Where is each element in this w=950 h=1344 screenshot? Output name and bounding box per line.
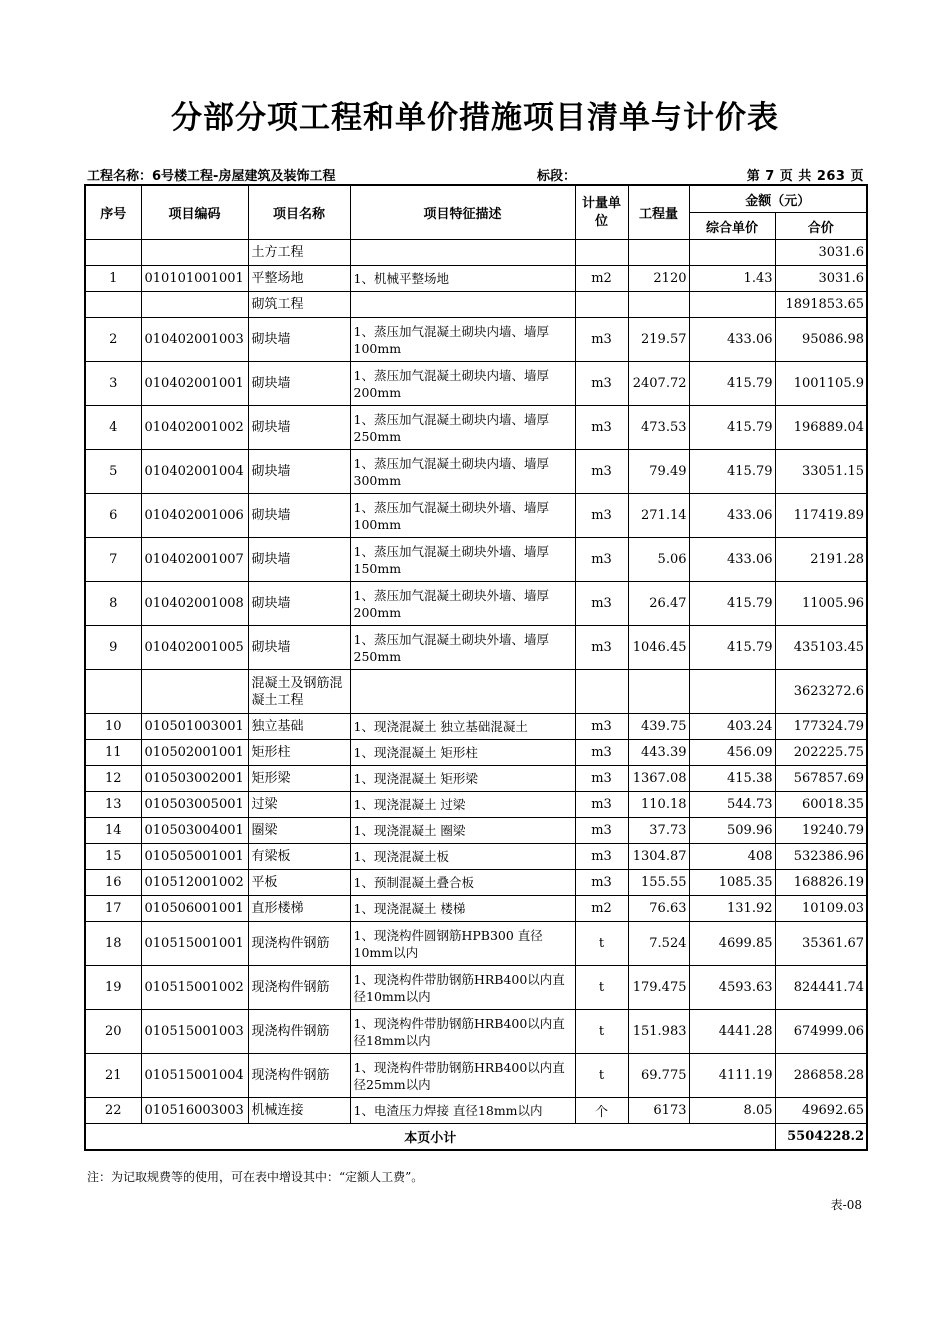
row-no: 3 — [85, 362, 141, 406]
table-row — [85, 818, 867, 844]
row-unit: m3 — [575, 740, 628, 766]
row-total: 3623272.6 — [775, 670, 867, 714]
row-code: 010402001007 — [141, 538, 248, 582]
row-code: 010515001002 — [141, 966, 248, 1010]
row-name: 圈梁 — [248, 818, 350, 844]
row-name: 独立基础 — [248, 714, 350, 740]
row-name: 土方工程 — [248, 240, 350, 266]
row-unit: m3 — [575, 538, 628, 582]
table-row — [85, 494, 867, 538]
row-total: 117419.89 — [775, 494, 867, 538]
bill-table — [84, 184, 868, 1151]
row-unit-price: 433.06 — [689, 318, 775, 362]
row-total: 1891853.65 — [775, 292, 867, 318]
section-label: 标段： — [537, 169, 577, 184]
row-desc: 1、蒸压加气混凝土砌块外墙、墙厚100mm — [350, 494, 575, 538]
row-desc: 1、蒸压加气混凝土砌块外墙、墙厚250mm — [350, 626, 575, 670]
row-unit: 个 — [575, 1098, 628, 1124]
row-qty: 1367.08 — [628, 766, 689, 792]
col-header-unit-price: 综合单价 — [689, 213, 775, 240]
row-total: 35361.67 — [775, 922, 867, 966]
table-row — [85, 266, 867, 292]
row-unit-price: 415.79 — [689, 362, 775, 406]
row-qty: 76.63 — [628, 896, 689, 922]
row-desc: 1、现浇混凝土 独立基础混凝土 — [350, 714, 575, 740]
table-row — [85, 1098, 867, 1124]
row-unit: m3 — [575, 766, 628, 792]
row-code: 010402001006 — [141, 494, 248, 538]
row-name: 直形楼梯 — [248, 896, 350, 922]
row-qty: 151.983 — [628, 1010, 689, 1054]
row-qty — [628, 670, 689, 714]
row-code: 010503002001 — [141, 766, 248, 792]
row-total: 196889.04 — [775, 406, 867, 450]
row-total: 95086.98 — [775, 318, 867, 362]
row-qty: 1046.45 — [628, 626, 689, 670]
row-total: 10109.03 — [775, 896, 867, 922]
row-code: 010503004001 — [141, 818, 248, 844]
row-no: 13 — [85, 792, 141, 818]
row-code: 010101001001 — [141, 266, 248, 292]
row-total: 202225.75 — [775, 740, 867, 766]
row-desc: 1、现浇混凝土板 — [350, 844, 575, 870]
row-unit: m3 — [575, 406, 628, 450]
row-code: 010402001004 — [141, 450, 248, 494]
row-desc — [350, 240, 575, 266]
row-total: 11005.96 — [775, 582, 867, 626]
section-row — [85, 292, 867, 318]
row-unit: t — [575, 1010, 628, 1054]
row-name: 混凝土及钢筋混凝土工程 — [248, 670, 350, 714]
row-total: 3031.6 — [775, 240, 867, 266]
row-code — [141, 670, 248, 714]
row-unit-price: 415.79 — [689, 582, 775, 626]
row-unit-price: 433.06 — [689, 494, 775, 538]
table-row — [85, 406, 867, 450]
row-unit-price: 4699.85 — [689, 922, 775, 966]
row-no: 8 — [85, 582, 141, 626]
row-unit-price: 408 — [689, 844, 775, 870]
row-code: 010501003001 — [141, 714, 248, 740]
row-unit — [575, 670, 628, 714]
row-no: 20 — [85, 1010, 141, 1054]
row-qty — [628, 240, 689, 266]
table-row — [85, 362, 867, 406]
row-qty: 5.06 — [628, 538, 689, 582]
row-unit-price: 131.92 — [689, 896, 775, 922]
row-total: 567857.69 — [775, 766, 867, 792]
row-qty: 271.14 — [628, 494, 689, 538]
col-header-amount: 金额（元） — [689, 185, 867, 213]
row-total: 3031.6 — [775, 266, 867, 292]
row-qty: 439.75 — [628, 714, 689, 740]
row-unit-price: 8.05 — [689, 1098, 775, 1124]
row-total: 1001105.9 — [775, 362, 867, 406]
row-total: 49692.65 — [775, 1098, 867, 1124]
row-unit — [575, 240, 628, 266]
col-header-desc: 项目特征描述 — [350, 185, 575, 240]
row-name: 砌块墙 — [248, 318, 350, 362]
project-name: 工程名称：6号楼工程-房屋建筑及装饰工程 — [87, 169, 336, 184]
row-unit-price — [689, 292, 775, 318]
row-qty: 2407.72 — [628, 362, 689, 406]
row-unit: m3 — [575, 582, 628, 626]
row-total: 286858.28 — [775, 1054, 867, 1098]
row-qty: 37.73 — [628, 818, 689, 844]
row-desc: 1、现浇混凝土 矩形梁 — [350, 766, 575, 792]
row-qty — [628, 292, 689, 318]
row-code: 010515001001 — [141, 922, 248, 966]
row-no: 17 — [85, 896, 141, 922]
row-unit: m3 — [575, 362, 628, 406]
table-row — [85, 626, 867, 670]
row-qty: 1304.87 — [628, 844, 689, 870]
row-unit: m3 — [575, 450, 628, 494]
row-desc: 1、预制混凝土叠合板 — [350, 870, 575, 896]
subtotal-label: 本页小计 — [85, 1124, 775, 1150]
row-no: 11 — [85, 740, 141, 766]
row-qty: 6173 — [628, 1098, 689, 1124]
row-name: 现浇构件钢筋 — [248, 922, 350, 966]
row-unit: m3 — [575, 792, 628, 818]
row-no: 2 — [85, 318, 141, 362]
row-name: 现浇构件钢筋 — [248, 966, 350, 1010]
row-unit: m2 — [575, 896, 628, 922]
row-name: 有梁板 — [248, 844, 350, 870]
row-code: 010402001002 — [141, 406, 248, 450]
row-total: 674999.06 — [775, 1010, 867, 1054]
table-row — [85, 896, 867, 922]
row-unit-price: 4593.63 — [689, 966, 775, 1010]
row-no: 10 — [85, 714, 141, 740]
row-unit: m3 — [575, 714, 628, 740]
table-row — [85, 714, 867, 740]
row-desc: 1、现浇混凝土 矩形柱 — [350, 740, 575, 766]
row-code: 010516003003 — [141, 1098, 248, 1124]
row-unit: m3 — [575, 626, 628, 670]
footnote: 注：为记取规费等的使用，可在表中增设其中：“定额人工费”。 — [87, 1170, 424, 1184]
row-unit: m3 — [575, 870, 628, 896]
row-desc: 1、现浇构件圆钢筋HPB300 直径10mm以内 — [350, 922, 575, 966]
row-no — [85, 292, 141, 318]
row-qty: 179.475 — [628, 966, 689, 1010]
row-unit: t — [575, 966, 628, 1010]
row-name: 矩形梁 — [248, 766, 350, 792]
row-no: 1 — [85, 266, 141, 292]
col-header-code: 项目编码 — [141, 185, 248, 240]
col-header-no: 序号 — [85, 185, 141, 240]
row-name: 砌块墙 — [248, 538, 350, 582]
row-desc: 1、蒸压加气混凝土砌块外墙、墙厚200mm — [350, 582, 575, 626]
table-row — [85, 318, 867, 362]
row-unit-price: 1085.35 — [689, 870, 775, 896]
row-name: 过梁 — [248, 792, 350, 818]
section-row — [85, 240, 867, 266]
row-no: 18 — [85, 922, 141, 966]
row-no — [85, 670, 141, 714]
row-unit-price: 509.96 — [689, 818, 775, 844]
row-no: 19 — [85, 966, 141, 1010]
row-desc: 1、现浇混凝土 楼梯 — [350, 896, 575, 922]
row-no: 7 — [85, 538, 141, 582]
table-row — [85, 922, 867, 966]
row-total: 177324.79 — [775, 714, 867, 740]
row-name: 砌块墙 — [248, 626, 350, 670]
form-number: 表-08 — [830, 1198, 862, 1212]
row-total: 19240.79 — [775, 818, 867, 844]
row-desc: 1、蒸压加气混凝土砌块内墙、墙厚100mm — [350, 318, 575, 362]
row-total: 60018.35 — [775, 792, 867, 818]
row-no: 5 — [85, 450, 141, 494]
row-qty: 110.18 — [628, 792, 689, 818]
col-header-qty: 工程量 — [628, 185, 689, 240]
row-code: 010402001005 — [141, 626, 248, 670]
row-desc: 1、现浇构件带肋钢筋HRB400以内直径18mm以内 — [350, 1010, 575, 1054]
row-unit-price: 4111.19 — [689, 1054, 775, 1098]
row-qty: 155.55 — [628, 870, 689, 896]
row-code: 010505001001 — [141, 844, 248, 870]
row-unit-price: 456.09 — [689, 740, 775, 766]
row-desc: 1、现浇构件带肋钢筋HRB400以内直径10mm以内 — [350, 966, 575, 1010]
row-total: 33051.15 — [775, 450, 867, 494]
row-unit-price: 433.06 — [689, 538, 775, 582]
row-no: 12 — [85, 766, 141, 792]
row-name: 平整场地 — [248, 266, 350, 292]
row-no: 22 — [85, 1098, 141, 1124]
row-unit-price: 415.38 — [689, 766, 775, 792]
row-no: 9 — [85, 626, 141, 670]
table-row — [85, 844, 867, 870]
row-qty: 69.775 — [628, 1054, 689, 1098]
row-unit: m3 — [575, 818, 628, 844]
row-qty: 219.57 — [628, 318, 689, 362]
table-row — [85, 1054, 867, 1098]
table-row — [85, 870, 867, 896]
row-desc: 1、机械平整场地 — [350, 266, 575, 292]
row-code: 010402001001 — [141, 362, 248, 406]
row-name: 砌块墙 — [248, 582, 350, 626]
row-name: 砌块墙 — [248, 362, 350, 406]
row-desc: 1、蒸压加气混凝土砌块内墙、墙厚200mm — [350, 362, 575, 406]
row-code: 010515001003 — [141, 1010, 248, 1054]
table-row — [85, 1010, 867, 1054]
row-unit-price: 415.79 — [689, 450, 775, 494]
row-no: 15 — [85, 844, 141, 870]
row-unit-price — [689, 240, 775, 266]
row-qty: 79.49 — [628, 450, 689, 494]
col-header-name: 项目名称 — [248, 185, 350, 240]
row-code: 010512001002 — [141, 870, 248, 896]
row-unit-price: 415.79 — [689, 406, 775, 450]
row-no: 6 — [85, 494, 141, 538]
table-row — [85, 740, 867, 766]
row-unit-price: 403.24 — [689, 714, 775, 740]
row-no: 21 — [85, 1054, 141, 1098]
row-total: 168826.19 — [775, 870, 867, 896]
row-unit-price: 4441.28 — [689, 1010, 775, 1054]
row-total: 2191.28 — [775, 538, 867, 582]
subtotal-value: 5504228.2 — [775, 1124, 867, 1150]
row-desc: 1、现浇构件带肋钢筋HRB400以内直径25mm以内 — [350, 1054, 575, 1098]
row-unit: m3 — [575, 318, 628, 362]
row-qty: 26.47 — [628, 582, 689, 626]
page-title: 分部分项工程和单价措施项目清单与计价表 — [171, 100, 779, 136]
table-row — [85, 966, 867, 1010]
row-unit-price: 415.79 — [689, 626, 775, 670]
row-no — [85, 240, 141, 266]
row-name: 现浇构件钢筋 — [248, 1010, 350, 1054]
row-code — [141, 292, 248, 318]
row-unit: m2 — [575, 266, 628, 292]
row-unit: m3 — [575, 494, 628, 538]
row-name: 现浇构件钢筋 — [248, 1054, 350, 1098]
row-name: 砌块墙 — [248, 406, 350, 450]
row-no: 14 — [85, 818, 141, 844]
row-code — [141, 240, 248, 266]
row-unit: t — [575, 922, 628, 966]
row-total: 435103.45 — [775, 626, 867, 670]
row-name: 机械连接 — [248, 1098, 350, 1124]
row-qty: 2120 — [628, 266, 689, 292]
row-unit — [575, 292, 628, 318]
row-no: 16 — [85, 870, 141, 896]
row-desc: 1、现浇混凝土 圈梁 — [350, 818, 575, 844]
row-qty: 7.524 — [628, 922, 689, 966]
row-unit-price — [689, 670, 775, 714]
row-unit: m3 — [575, 844, 628, 870]
row-desc: 1、蒸压加气混凝土砌块外墙、墙厚150mm — [350, 538, 575, 582]
row-code: 010506001001 — [141, 896, 248, 922]
table-row — [85, 766, 867, 792]
row-no: 4 — [85, 406, 141, 450]
row-qty: 443.39 — [628, 740, 689, 766]
row-name: 砌块墙 — [248, 494, 350, 538]
row-desc: 1、电渣压力焊接 直径18mm以内 — [350, 1098, 575, 1124]
row-total: 824441.74 — [775, 966, 867, 1010]
row-desc: 1、现浇混凝土 过梁 — [350, 792, 575, 818]
col-header-total: 合价 — [775, 213, 867, 240]
row-code: 010402001008 — [141, 582, 248, 626]
row-code: 010402001003 — [141, 318, 248, 362]
table-row — [85, 582, 867, 626]
page-indicator: 第 7 页 共 263 页 — [746, 169, 864, 184]
row-name: 砌块墙 — [248, 450, 350, 494]
row-qty: 473.53 — [628, 406, 689, 450]
row-unit: t — [575, 1054, 628, 1098]
row-code: 010503005001 — [141, 792, 248, 818]
row-desc: 1、蒸压加气混凝土砌块内墙、墙厚250mm — [350, 406, 575, 450]
row-unit-price: 544.73 — [689, 792, 775, 818]
row-name: 砌筑工程 — [248, 292, 350, 318]
section-row — [85, 670, 867, 714]
table-row — [85, 792, 867, 818]
row-name: 平板 — [248, 870, 350, 896]
row-desc — [350, 670, 575, 714]
row-unit-price: 1.43 — [689, 266, 775, 292]
row-name: 矩形柱 — [248, 740, 350, 766]
row-code: 010502001001 — [141, 740, 248, 766]
table-row — [85, 450, 867, 494]
row-total: 532386.96 — [775, 844, 867, 870]
row-code: 010515001004 — [141, 1054, 248, 1098]
table-row — [85, 538, 867, 582]
row-desc — [350, 292, 575, 318]
row-desc: 1、蒸压加气混凝土砌块内墙、墙厚300mm — [350, 450, 575, 494]
col-header-unit: 计量单位 — [575, 185, 628, 240]
